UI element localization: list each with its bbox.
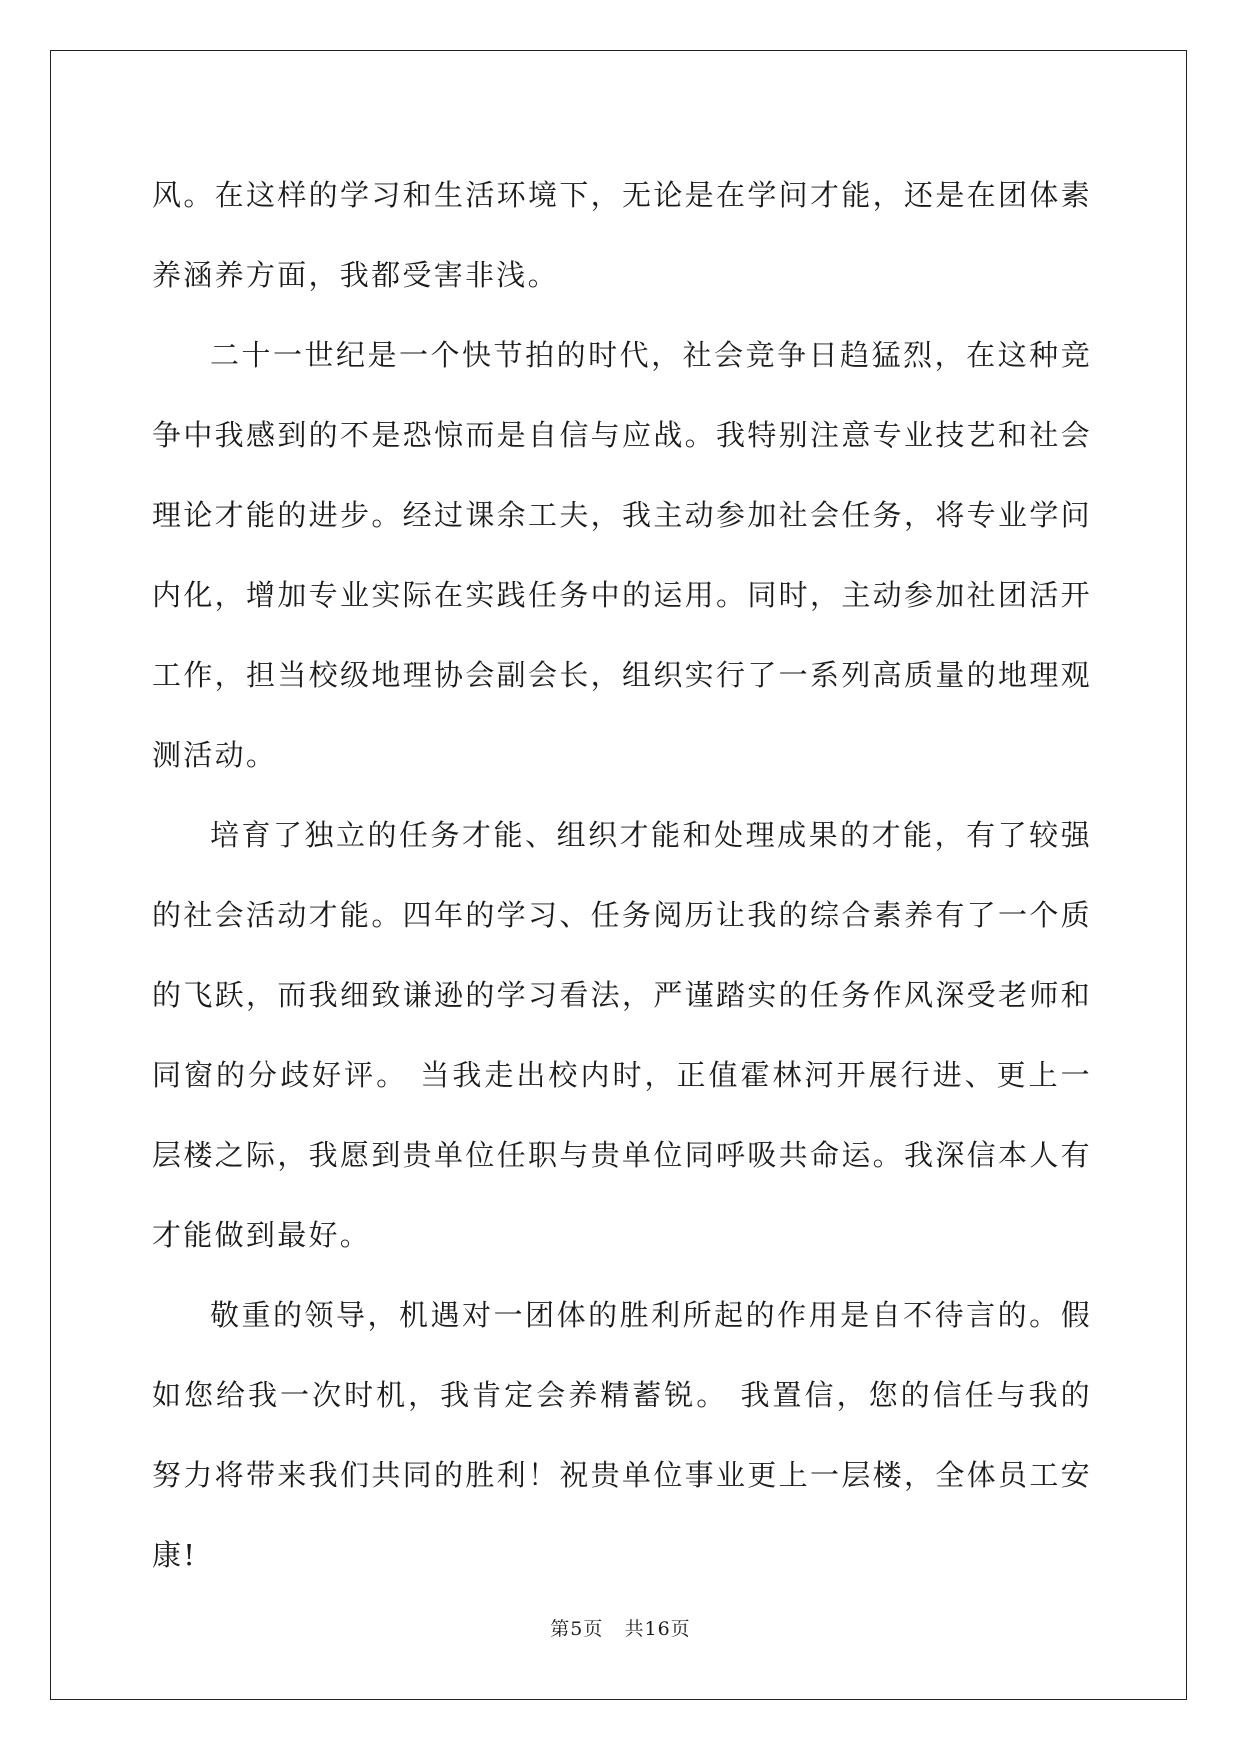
paragraph-3: 培育了独立的任务才能、组织才能和处理成果的才能，有了较强的社会活动才能。四年的学习、任务阅历让我的综合素养有了一个质的飞跃，而我细致谦逊的学习看法，严谨踏实的任务作风深受老师和同窗的分歧好评。 当我走出校内时，正值霍林河开展行进、更上一层楼之际，我愿到贵单位任职与贵单位同呼吸共命运。我深信本人有才能做到最好。 — [152, 818, 1092, 1252]
page-number-label: 第5页 共16页 — [550, 1618, 691, 1640]
page-footer — [0, 1614, 1241, 1641]
paragraph-1: 风。在这样的学习和生活环境下，无论是在学问才能，还是在团体素养涵养方面，我都受害非浅。 — [152, 178, 1092, 292]
paragraph-4: 敬重的领导，机遇对一团体的胜利所起的作用是自不待言的。假如您给我一次时机，我肯定会养精蓄锐。 我置信，您的信任与我的努力将带来我们共同的胜利！祝贵单位事业更上一层楼，全体员工安康! — [152, 1298, 1092, 1572]
paragraph-2: 二十一世纪是一个快节拍的时代，社会竞争日趋猛烈，在这种竞争中我感到的不是恐惊而是自信与应战。我特别注意专业技艺和社会理论才能的进步。经过课余工夫，我主动参加社会任务，将专业学问内化，增加专业实际在实践任务中的运用。同时，主动参加社团活开工作，担当校级地理协会副会长，组织实行了一系列高质量的地理观测活动。 — [152, 338, 1092, 772]
document-body — [152, 155, 1092, 1595]
